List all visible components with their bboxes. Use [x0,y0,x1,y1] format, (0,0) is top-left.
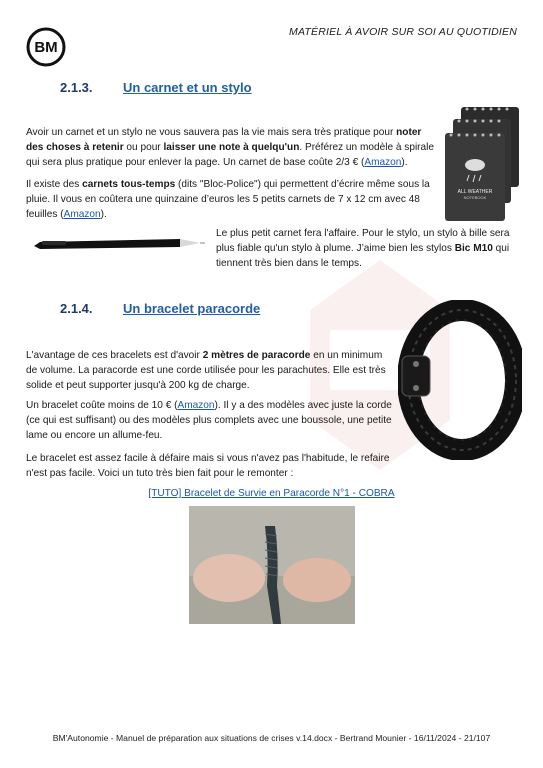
tutorial-video-thumbnail[interactable] [189,506,355,624]
tutorial-link[interactable]: [TUTO] Bracelet de Survie en Paracorde N°1 - COBRA [148,488,395,499]
notepads-image [443,105,523,223]
section-number: 2.1.3. [60,80,93,95]
amazon-link[interactable]: Amazon [177,400,215,411]
paracord-bracelet-image [398,300,522,460]
section-title[interactable]: Un carnet et un stylo [123,80,252,95]
page-footer: BM'Autonomie - Manuel de préparation aux situations de crises v.14.docx - Bertrand Mounier - 16/11/2024 - 21/107 [52,733,491,743]
section-number: 2.1.4. [60,301,93,316]
notepad-label: ALL WEATHER [457,189,493,195]
logo [26,27,66,67]
logo-text: BM [34,39,58,56]
pen-image [30,232,206,256]
paragraph-all-weather: Il existe des carnets tous-temps (dits "Bloc-Police") qui permettent d’écrire même sous la pluie. Il vous en coûtera une quinzaine d’euros les 5 petits carnets de 7 x 12 cm avec 48 feuilles (Amazon). [26,179,430,220]
paragraph-tutorial: Le bracelet est assez facile à défaire mais si vous n'avez pas l'habitude, le refaire n'est pas facile. Voici un tuto très bien fait pour le remonter : [26,453,390,479]
paragraph-pen: Le plus petit carnet fera l'affaire. Pour le stylo, un stylo à bille sera plus fiable qu'un stylo à plume. J’aime bien les stylos Bic M10 qui tiennent très bien dans le temps. [216,228,510,269]
notepad-sublabel: NOTEBOOK [463,195,487,200]
amazon-link[interactable]: Amazon [63,209,101,220]
section-title[interactable]: Un bracelet paracorde [123,301,261,316]
paragraph-bracelet-price: Un bracelet coûte moins de 10 € (Amazon). Il y a des modèles avec juste la corde (ce qui est suffisant) ou des modèles plus complets avec une boussole, une petite lame ou encore un allume-feu. [26,400,392,441]
amazon-link[interactable]: Amazon [364,157,402,168]
paragraph-paracord: L'avantage de ces bracelets est d'avoir 2 mètres de paracorde en un minimum de volume. La paracorde est une corde utilisée pour les parachutes. Elle est très solide et peut supporter jusqu'à 200 kg de charge. [26,350,386,391]
paragraph-notebook: Avoir un carnet et un stylo ne vous sauvera pas la vie mais sera très pratique pour noter des choses à retenir ou pour laisser une note à quelqu'un. Préférez un modèle à spirale qui sera plus pratique pour enlever la page. Un carnet de base coûte 2/3 € (Amazon). [26,127,435,168]
running-header: MATÉRIEL À AVOIR SUR SOI AU QUOTIDIEN [289,26,517,38]
